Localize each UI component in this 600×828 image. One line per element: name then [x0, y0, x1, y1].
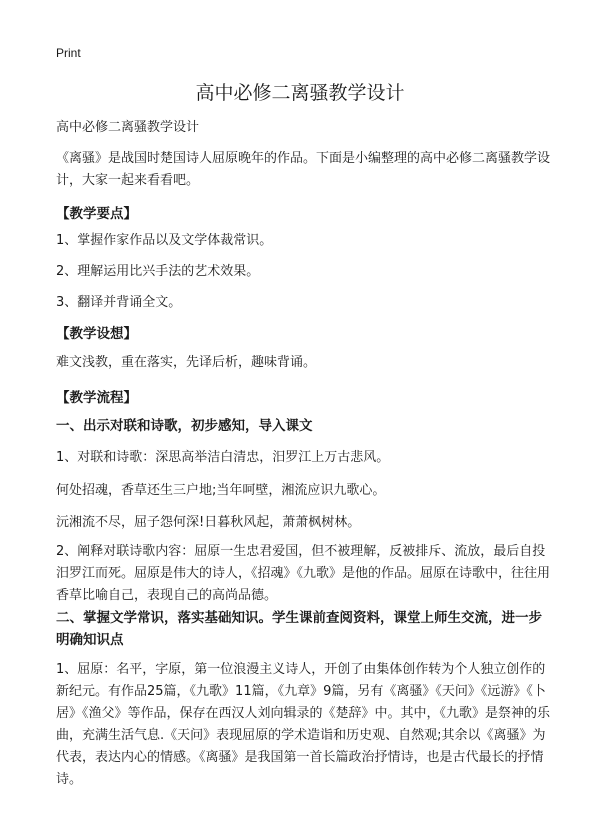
section-2-title: 二、掌握文学常识，落实基础知识。学生课前查阅资料，课堂上师生交流，进一步明确知识点 — [56, 610, 542, 648]
section-1-title: 一、出示对联和诗歌，初步感知，导入课文 — [56, 418, 313, 434]
subtitle: 高中必修二离骚教学设计 — [56, 120, 200, 135]
idea-paragraph: 难文浅教，重在落实，先译后析，趣味背诵。 — [56, 355, 317, 370]
point-item-2: 2、理解运用比兴手法的艺术效果。 — [56, 264, 260, 279]
page-title: 高中必修二离骚教学设计 — [195, 82, 405, 104]
section-1-paragraph-1: 1、对联和诗歌：深思高举洁白清忠，汨罗江上万古悲风。 — [56, 450, 390, 465]
section-1-paragraph-2: 何处招魂，香草还生三户地;当年呵壁，湘流应识九歌心。 — [56, 483, 386, 498]
heading-teaching-process: 【教学流程】 — [56, 390, 137, 406]
heading-teaching-points: 【教学要点】 — [56, 206, 137, 222]
heading-teaching-idea: 【教学设想】 — [56, 326, 137, 342]
intro-paragraph: 《离骚》是战国时楚国诗人屈原晚年的作品。下面是小编整理的高中必修二离骚教学设计，大家一起来看看吧。 — [56, 151, 551, 188]
point-item-1: 1、掌握作家作品以及文学体裁常识。 — [56, 233, 273, 248]
section-1-paragraph-4: 2、阐释对联诗歌内容：屈原一生忠君爱国，但不被理解，反被排斥、流放，最后自投汨罗江而死。屈原是伟大的诗人，《招魂》《九歌》是他的作品。屈原在诗歌中，往往用香草比喻自己，表现自己的高尚品德。 — [56, 544, 551, 603]
section-1-paragraph-3: 沅湘流不尽，屈子怨何深!日暮秋风起，萧萧枫树林。 — [56, 515, 361, 530]
section-2-paragraph-1: 1、屈原：名平，字原，第一位浪漫主义诗人，开创了由集体创作转为个人独立创作的新纪元。有作品25篇，《九歌》11篇，《九章》9篇，另有《离骚》《天问》《远游》《卜居》《渔父》等作品，保存在西汉人刘向辑录的《楚辞》中。其中，《九歌》是祭神的乐曲，充满生活气息.《天问》表现屈原的学术造诣和历史观、自然观;其余以《离骚》为代表，表达内心的情感。《离骚》是我国第一首长篇政治抒情诗，也是古代最长的抒情诗。 — [56, 662, 551, 787]
point-item-3: 3、翻译并背诵全文。 — [56, 295, 182, 310]
print-label: Print — [56, 46, 81, 60]
